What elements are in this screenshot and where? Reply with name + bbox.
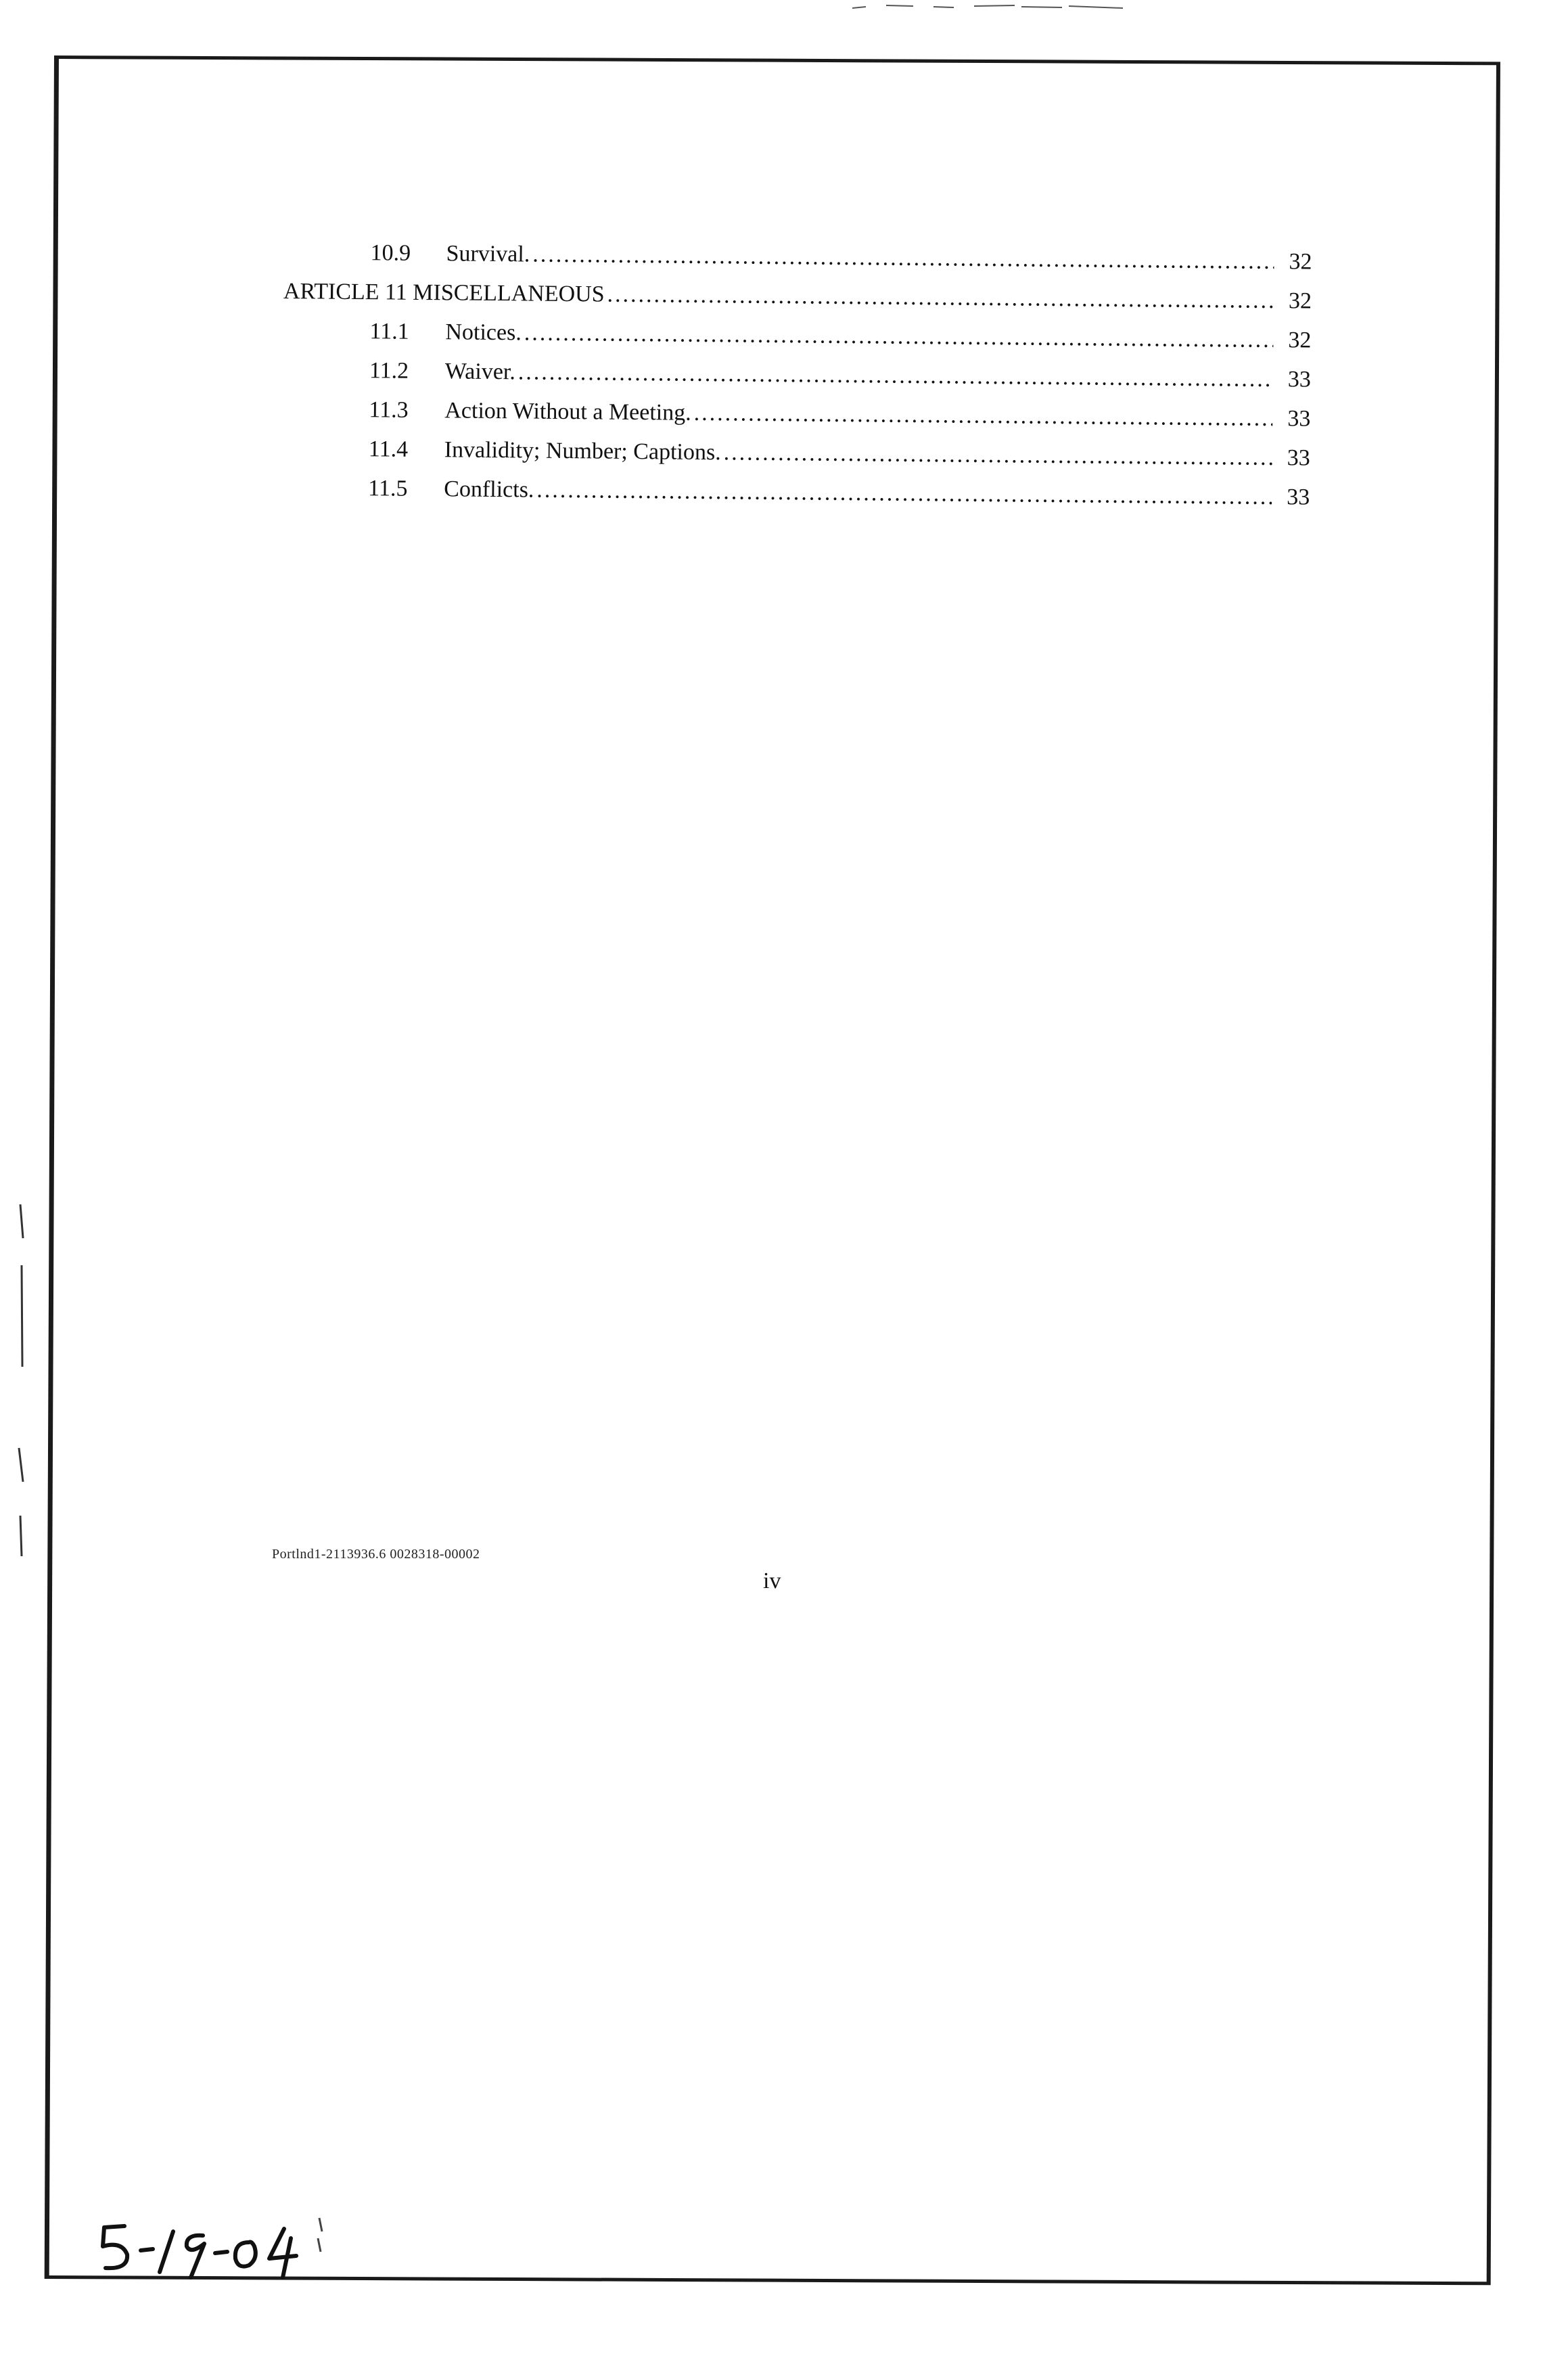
toc-page-number: 33 [1287, 484, 1310, 510]
toc-page-number: 32 [1289, 249, 1312, 275]
toc-section-title: Invalidity; Number; Captions. [444, 437, 721, 466]
toc-page-number: 33 [1287, 445, 1310, 471]
page-number: iv [763, 1568, 781, 1593]
toc-page-number: 33 [1287, 367, 1312, 392]
document-id-footer: Portlnd1-2113936.6 0028318-00002 [272, 1547, 480, 1562]
toc-article-title: ARTICLE 11 MISCELLANEOUS [283, 278, 605, 307]
toc-page-number: 32 [1288, 327, 1312, 353]
toc-page-number: 32 [1288, 288, 1312, 314]
handwritten-date-signature [89, 2211, 333, 2292]
scan-mark-top [839, 0, 1150, 14]
toc-section-title: Survival. [446, 241, 530, 267]
margin-scan-marks [0, 1164, 41, 1597]
table-of-contents [281, 223, 1312, 508]
toc-section-number: 11.3 [369, 397, 409, 423]
toc-section-title: Waiver. [444, 359, 516, 385]
toc-section-title: Notices. [445, 319, 522, 346]
toc-section-number: 11.2 [369, 358, 409, 384]
toc-section-number: 11.1 [369, 319, 409, 344]
toc-section-title: Action Without a Meeting. [444, 398, 691, 426]
toc-page-number: 33 [1287, 406, 1311, 432]
toc-section-number: 10.9 [370, 240, 411, 266]
toc-section-title: Conflicts. [444, 476, 534, 503]
toc-section-number: 11.5 [368, 476, 408, 501]
toc-dot-leader [536, 471, 1272, 517]
toc-section-number: 11.4 [368, 436, 409, 462]
